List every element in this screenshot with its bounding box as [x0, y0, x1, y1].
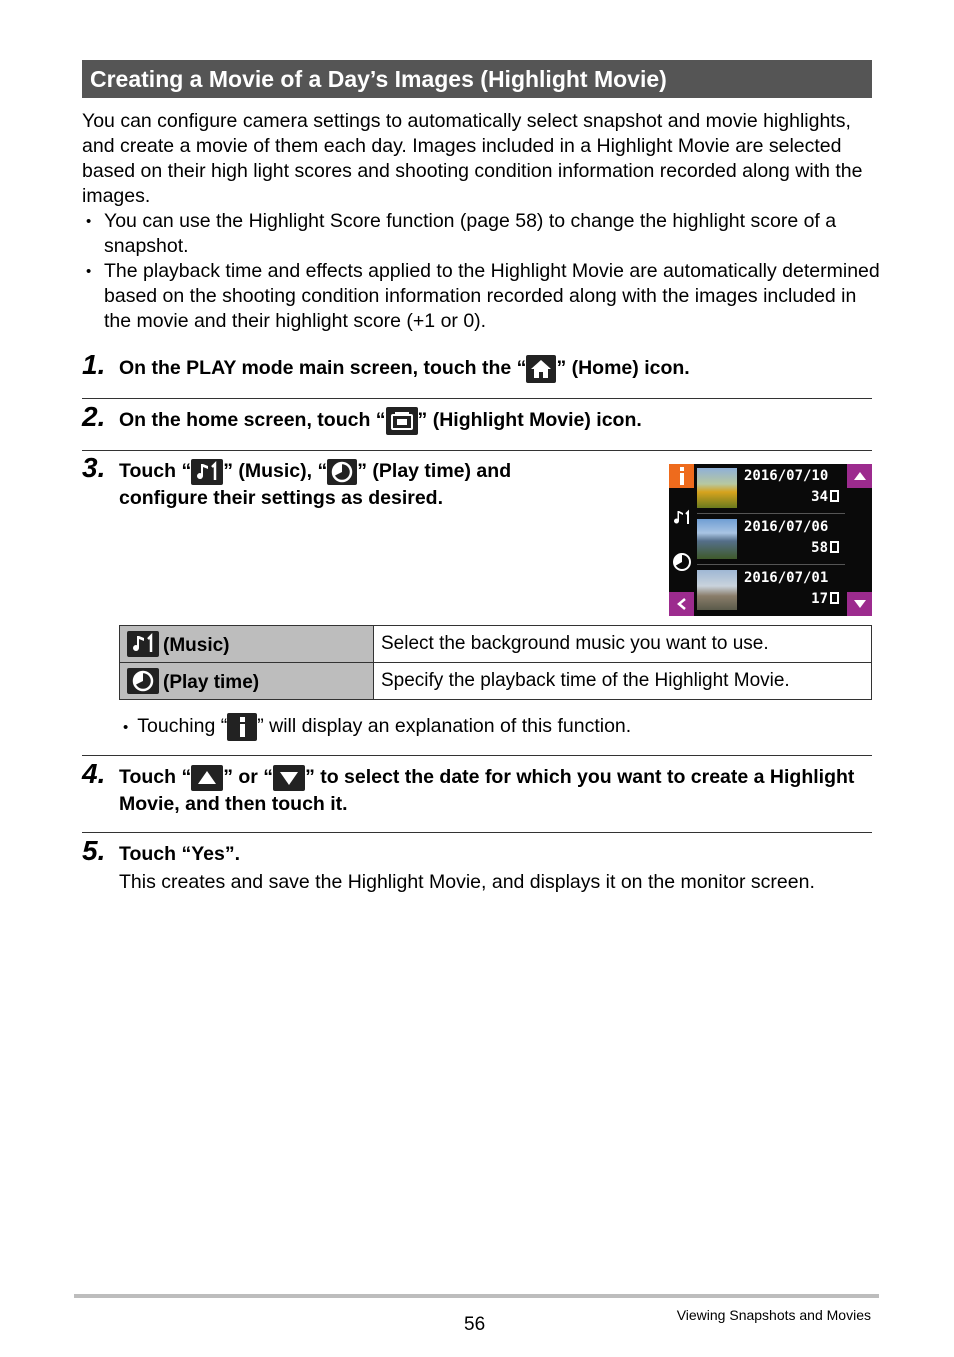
thumbnail-image	[697, 519, 737, 559]
intro-paragraph: You can configure camera settings to automatically select snapshot and movie highlights, and create a movie of them each day. Images included in a Highlight Movie are selected based on their high light scores and shooting condition information recorded along with the images.	[82, 110, 863, 207]
step-subtext: This creates and save the Highlight Movie, and displays it on the monitor screen.	[119, 871, 815, 893]
step-divider	[82, 398, 872, 399]
table-label-cell	[120, 626, 374, 663]
intro	[82, 109, 882, 334]
row-score: 17	[811, 591, 839, 607]
step-divider	[82, 755, 872, 756]
step-divider	[82, 450, 872, 451]
date-row[interactable]	[697, 464, 845, 510]
footer-divider	[74, 1294, 879, 1298]
page-number: 56	[464, 1314, 486, 1335]
thumbnail-image	[697, 570, 737, 610]
step-number: 3.	[82, 452, 106, 483]
bullet-item: • The playback time and effects applied to the Highlight Movie are automatically determined based on the shooting condition information recorded along with the images included in the movie and their highlight score (+1 or 0).	[82, 259, 882, 334]
camera-sidebar	[669, 464, 694, 616]
up-arrow-icon[interactable]	[847, 464, 872, 488]
date-row[interactable]	[697, 566, 845, 612]
play-time-icon	[327, 459, 357, 485]
bullet-item: • You can use the Highlight Score function (page 58) to change the highlight score of a snapshot.	[82, 209, 882, 259]
camera-scrollbar	[847, 464, 872, 616]
settings-table	[119, 625, 872, 700]
step-number: 2.	[82, 401, 106, 432]
down-arrow-icon[interactable]	[847, 592, 872, 616]
table-label: (Play time)	[163, 672, 260, 693]
step-text: Touch “ ” or “ ” to select the date for which you want to create a Highlight Movie, and then touch it.	[119, 766, 855, 815]
table-row	[120, 663, 872, 700]
row-date: 2016/07/06	[744, 519, 829, 535]
music-icon[interactable]	[669, 506, 694, 530]
step-divider	[82, 832, 872, 833]
highlight-movie-icon	[386, 407, 418, 435]
row-score: 34	[811, 489, 839, 505]
back-icon[interactable]	[669, 592, 694, 616]
row-divider	[697, 513, 845, 514]
step-text: Touch “ ” (Music), “ ” (Play time) and configure their settings as desired.	[119, 460, 512, 509]
home-icon	[526, 355, 556, 383]
row-score: 58	[811, 540, 839, 556]
step-text: On the home screen, touch “ ” (Highlight Movie) icon.	[119, 407, 642, 435]
info-icon	[227, 713, 257, 741]
step-number: 1.	[82, 349, 106, 380]
row-divider	[697, 564, 845, 565]
table-row	[120, 626, 872, 663]
step-text: On the PLAY mode main screen, touch the “ ” (Home) icon.	[119, 355, 690, 383]
step-text: Touch “Yes”.	[119, 843, 240, 865]
music-icon	[127, 631, 159, 657]
row-date: 2016/07/01	[744, 570, 829, 586]
section-heading: Creating a Movie of a Day’s Images (Highlight Movie)	[82, 60, 872, 98]
file-icon	[830, 592, 839, 604]
intro-bullets	[82, 209, 882, 334]
music-icon	[191, 459, 223, 485]
step-number: 4.	[82, 758, 106, 789]
file-icon	[830, 490, 839, 502]
camera-screen	[669, 464, 872, 616]
table-label: (Music)	[163, 635, 230, 656]
thumbnail-image	[697, 468, 737, 508]
table-description: Select the background music you want to use.	[374, 626, 872, 663]
up-arrow-icon	[191, 765, 223, 791]
table-description: Specify the playback time of the Highlight Movie.	[374, 663, 872, 700]
play-time-icon[interactable]	[669, 550, 694, 574]
footer-section-title: Viewing Snapshots and Movies	[676, 1307, 871, 1323]
play-time-icon	[127, 668, 159, 694]
table-label-cell	[120, 663, 374, 700]
note-bullet: • Touching “ ” will display an explanation of this function.	[123, 713, 631, 741]
file-icon	[830, 541, 839, 553]
row-date: 2016/07/10	[744, 468, 829, 484]
date-row[interactable]	[697, 515, 845, 561]
down-arrow-icon	[273, 765, 305, 791]
step-number: 5.	[82, 835, 106, 866]
info-icon[interactable]	[669, 464, 694, 488]
